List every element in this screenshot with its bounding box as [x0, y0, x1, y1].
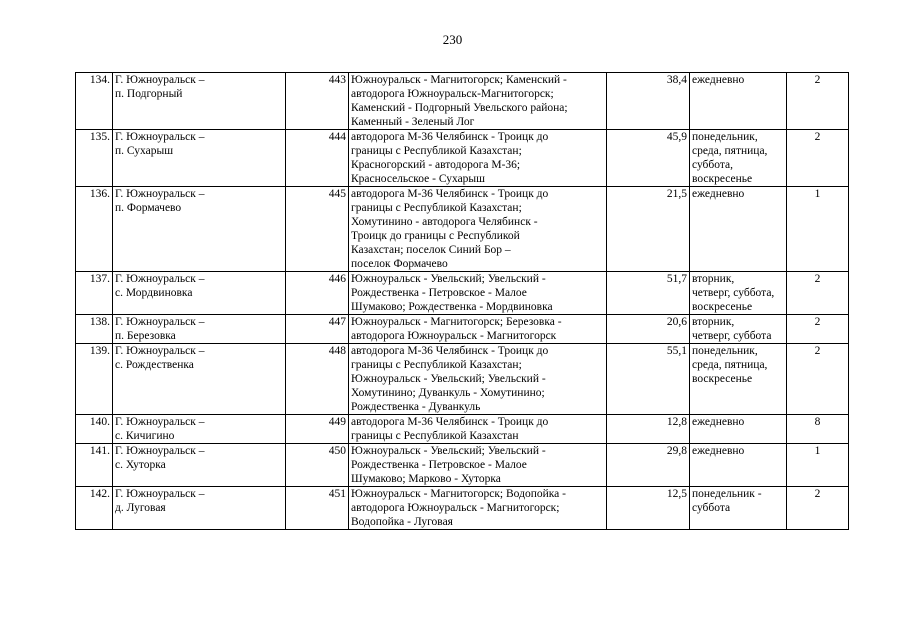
routes-table — [75, 72, 849, 530]
schedule-cell: вторник, четверг, суббота — [690, 315, 787, 344]
route-code-cell: 451 — [286, 487, 349, 530]
page-number: 230 — [442, 32, 463, 47]
route-code-cell: 447 — [286, 315, 349, 344]
route-name-cell: Г. Южноуральск – п. Березовка — [113, 315, 286, 344]
trips-cell: 8 — [787, 415, 849, 444]
schedule-cell: понедельник, среда, пятница, воскресенье — [690, 344, 787, 415]
route-length-cell: 12,5 — [607, 487, 690, 530]
route-name-cell: Г. Южноуральск – п. Формачево — [113, 187, 286, 272]
routes-table-body — [76, 73, 849, 530]
route-length-cell: 12,8 — [607, 415, 690, 444]
trips-cell: 2 — [787, 315, 849, 344]
row-number-cell: 140. — [76, 415, 113, 444]
route-code-cell: 446 — [286, 272, 349, 315]
route-code-cell: 445 — [286, 187, 349, 272]
row-number-cell: 139. — [76, 344, 113, 415]
table-row — [76, 130, 849, 187]
schedule-cell: понедельник - суббота — [690, 487, 787, 530]
trips-cell: 1 — [787, 444, 849, 487]
trips-cell: 2 — [787, 487, 849, 530]
route-code-cell: 450 — [286, 444, 349, 487]
table-row — [76, 415, 849, 444]
route-code-cell: 449 — [286, 415, 349, 444]
row-number-cell: 135. — [76, 130, 113, 187]
route-length-cell: 51,7 — [607, 272, 690, 315]
route-path-cell: Южноуральск - Увельский; Увельский - Рождественка - Петровское - Малое Шумаково; Марково - Хуторка — [349, 444, 607, 487]
trips-cell: 2 — [787, 73, 849, 130]
table-row — [76, 272, 849, 315]
route-length-cell: 55,1 — [607, 344, 690, 415]
route-length-cell: 21,5 — [607, 187, 690, 272]
route-name-cell: Г. Южноуральск – с. Рождественка — [113, 344, 286, 415]
table-row — [76, 73, 849, 130]
trips-cell: 2 — [787, 272, 849, 315]
schedule-cell: ежедневно — [690, 187, 787, 272]
route-code-cell: 448 — [286, 344, 349, 415]
route-path-cell: Южноуральск - Магнитогорск; Березовка - автодорога Южноуральск - Магнитогорск — [349, 315, 607, 344]
trips-cell: 2 — [787, 130, 849, 187]
row-number-cell: 136. — [76, 187, 113, 272]
row-number-cell: 137. — [76, 272, 113, 315]
row-number-cell: 134. — [76, 73, 113, 130]
route-path-cell: автодорога М-36 Челябинск - Троицк до границы с Республикой Казахстан; Хомутинино - автодорога Челябинск - Троицк до границы с Республикой Казахстан; поселок Синий Бор – поселок Формачево — [349, 187, 607, 272]
table-row — [76, 187, 849, 272]
route-path-cell: автодорога М-36 Челябинск - Троицк до границы с Республикой Казахстан; Южноуральск - Увельский; Увельский - Хомутинино; Дуванкуль - Хомутинино; Рождественка - Дуванкуль — [349, 344, 607, 415]
trips-cell: 1 — [787, 187, 849, 272]
route-length-cell: 29,8 — [607, 444, 690, 487]
route-path-cell: автодорога М-36 Челябинск - Троицк до границы с Республикой Казахстан; Красногорский - автодорога М-36; Красносельское - Сухарыш — [349, 130, 607, 187]
table-row — [76, 444, 849, 487]
route-length-cell: 20,6 — [607, 315, 690, 344]
route-code-cell: 444 — [286, 130, 349, 187]
route-code-cell: 443 — [286, 73, 349, 130]
route-name-cell: Г. Южноуральск – с. Хуторка — [113, 444, 286, 487]
row-number-cell: 142. — [76, 487, 113, 530]
route-name-cell: Г. Южноуральск – с. Кичигино — [113, 415, 286, 444]
table-row — [76, 487, 849, 530]
schedule-cell: вторник, четверг, суббота, воскресенье — [690, 272, 787, 315]
table-row — [76, 344, 849, 415]
route-path-cell: Южноуральск - Увельский; Увельский - Рождественка - Петровское - Малое Шумаково; Рождественка - Мордвиновка — [349, 272, 607, 315]
route-path-cell: автодорога М-36 Челябинск - Троицк до границы с Республикой Казахстан — [349, 415, 607, 444]
route-name-cell: Г. Южноуральск – п. Сухарыш — [113, 130, 286, 187]
route-length-cell: 45,9 — [607, 130, 690, 187]
trips-cell: 2 — [787, 344, 849, 415]
schedule-cell: ежедневно — [690, 415, 787, 444]
route-name-cell: Г. Южноуральск – п. Подгорный — [113, 73, 286, 130]
row-number-cell: 141. — [76, 444, 113, 487]
schedule-cell: ежедневно — [690, 444, 787, 487]
row-number-cell: 138. — [76, 315, 113, 344]
schedule-cell: понедельник, среда, пятница, суббота, воскресенье — [690, 130, 787, 187]
route-path-cell: Южноуральск - Магнитогорск; Водопойка - автодорога Южноуральск - Магнитогорск; Водопойка - Луговая — [349, 487, 607, 530]
route-name-cell: Г. Южноуральск – с. Мордвиновка — [113, 272, 286, 315]
table-row — [76, 315, 849, 344]
route-length-cell: 38,4 — [607, 73, 690, 130]
schedule-cell: ежедневно — [690, 73, 787, 130]
route-name-cell: Г. Южноуральск – д. Луговая — [113, 487, 286, 530]
route-path-cell: Южноуральск - Магнитогорск; Каменский - автодорога Южноуральск-Магнитогорск; Каменский - Подгорный Увельского района; Каменный - Зеленый Лог — [349, 73, 607, 130]
